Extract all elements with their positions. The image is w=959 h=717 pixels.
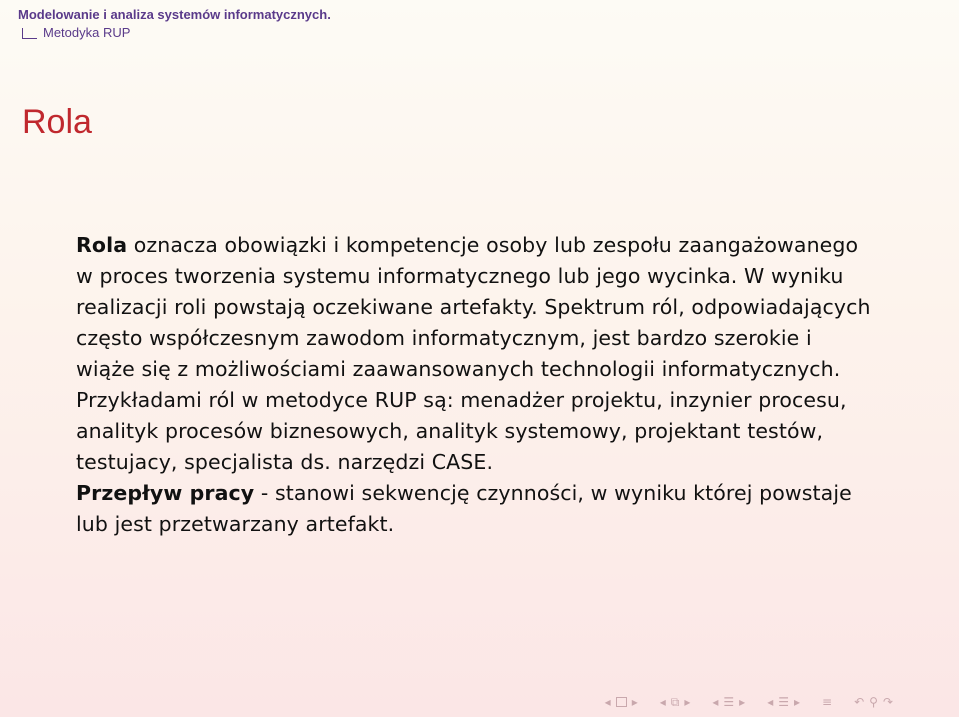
nav-subsection-icon[interactable]: ⧉ [670,695,680,709]
nav-align-icon[interactable]: ≡ [822,695,833,709]
term-przeplyw-pracy: Przepływ pracy [76,481,255,505]
nav-section-icon[interactable]: ☰ [723,695,735,709]
headline-subsection[interactable]: Metodyka RUP [43,25,131,40]
nav-search-icon[interactable]: ⚲ [869,695,878,709]
nav-back-icon[interactable]: ↶ [854,695,865,709]
nav-part-icon[interactable]: ☰ [778,695,789,709]
nav-prev-icon[interactable]: ◂ [604,695,611,709]
nav-next-subsection-icon[interactable]: ▸ [684,695,691,709]
headline [18,6,331,43]
tree-bracket-icon [22,28,37,39]
body-text-przeplyw: - stanowi sekwencję czynności, w wyniku której powstaje lub jest przetwarzany artefakt. [76,481,852,536]
headline-subsection-row [18,23,331,43]
nav-forward-icon[interactable]: ↷ [882,695,893,709]
term-rola: Rola [76,233,128,257]
nav-next-part-icon[interactable]: ▸ [793,695,801,709]
body-paragraph [76,230,876,478]
nav-frame-icon[interactable] [616,697,627,707]
nav-next-section-icon[interactable]: ▸ [739,695,746,709]
frame-body [76,230,876,540]
body-text-rola: oznacza obowiązki i kompetencje osoby lub zespołu zaangażowanego w proces tworzenia systemu informatycznego lub jego wycinka. W wyniku realizacji roli powstają oczekiwane artefakty. Spektrum ról, odpowiadających często współczesnym zawodom informatycznym, jest bardzo szerokie i wiąże się z możliwościami zaawansowanych technologii informatycznych. Przykładami ról w metodyce RUP są: menadżer projektu, inzynier procesu, analityk procesów biznesowych, analityk systemowy, projektant testów, testujacy, specjalista ds. narzędzi CASE. [76,233,871,474]
nav-prev-part-icon[interactable]: ◂ [767,695,774,709]
navigation-bar [605,695,893,709]
body-paragraph-2 [76,478,876,540]
nav-prev-subsection-icon[interactable]: ◂ [659,695,666,709]
nav-next-icon[interactable]: ▸ [631,695,638,709]
frame-title: Rola [22,103,92,141]
headline-section[interactable]: Modelowanie i analiza systemów informatycznych. [18,7,331,22]
nav-prev-section-icon[interactable]: ◂ [712,695,719,709]
